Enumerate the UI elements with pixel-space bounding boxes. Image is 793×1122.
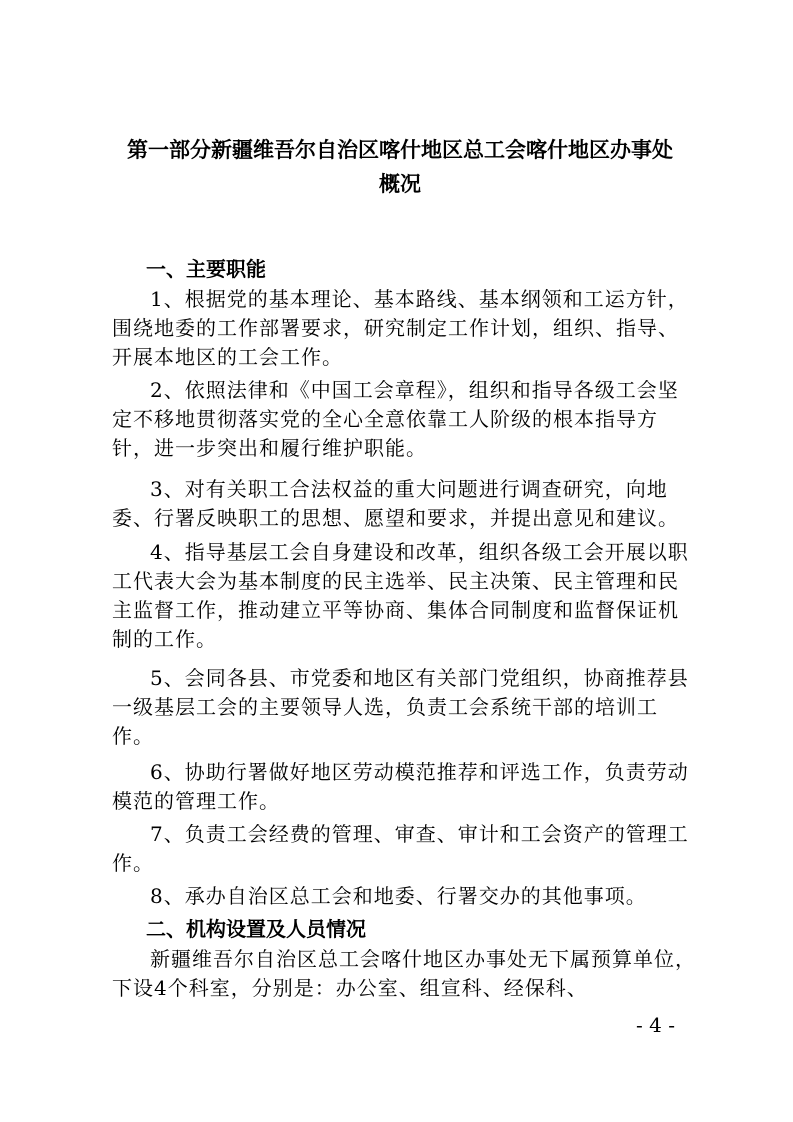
paragraph-3 — [112, 475, 697, 533]
paragraph-7-text: 7、负责工会经费的管理、审查、审计和工会资产的管理工作。 — [112, 822, 689, 875]
paragraph-8 — [112, 882, 697, 911]
paragraph-5-text: 5、会同各县、市党委和地区有关部门党组织，协商推荐县一级基层工会的主要领导人选，负责工会系统干部的培训工作。 — [112, 666, 689, 748]
paragraph-4-text: 4、指导基层工会自身建设和改革，组织各级工会开展以职工代表大会为基本制度的民主选举、民主决策、民主管理和民主监督工作，推动建立平等协商、集体合同制度和监督保证机制的工作。 — [112, 540, 689, 651]
paragraph-2 — [112, 376, 697, 463]
paragraph-org-text: 新疆维吾尔自治区总工会喀什地区办事处无下属预算单位，下设4个科室，分别是：办公室、组宣科、经保科、 — [112, 947, 696, 1000]
paragraph-4 — [112, 538, 697, 654]
paragraph-8-text: 8、承办自治区总工会和地委、行署交办的其他事项。 — [150, 884, 647, 908]
paragraph-2-text: 2、依照法律和《中国工会章程》，组织和指导各级工会坚定不移地贯彻落实党的全心全意依靠工人阶级的根本指导方针，进一步突出和履行维护职能。 — [112, 378, 679, 460]
paragraph-6-text: 6、协助行署做好地区劳动模范推荐和评选工作，负责劳动模范的管理工作。 — [112, 760, 689, 813]
paragraph-org — [112, 945, 697, 1003]
document-title-line2: 概况 — [379, 172, 421, 196]
paragraph-5 — [112, 664, 697, 751]
paragraph-3-text: 3、对有关职工合法权益的重大问题进行调查研究，向地委、行署反映职工的思想、愿望和要求，并提出意见和建议。 — [112, 477, 679, 530]
document-title-line1: 第一部分新疆维吾尔自治区喀什地区总工会喀什地区办事处 — [127, 138, 673, 162]
page-number: - 4 - — [636, 1013, 675, 1037]
paragraph-7 — [112, 820, 697, 878]
section-heading-organization: 二、机构设置及人员情况 — [146, 917, 366, 941]
paragraph-1 — [112, 285, 697, 372]
section-heading-main-functions: 一、主要职能 — [146, 257, 266, 281]
paragraph-6 — [112, 758, 697, 816]
paragraph-1-text: 1、根据党的基本理论、基本路线、基本纲领和工运方针，围绕地委的工作部署要求，研究制定工作计划，组织、指导、开展本地区的工会工作。 — [112, 287, 689, 369]
